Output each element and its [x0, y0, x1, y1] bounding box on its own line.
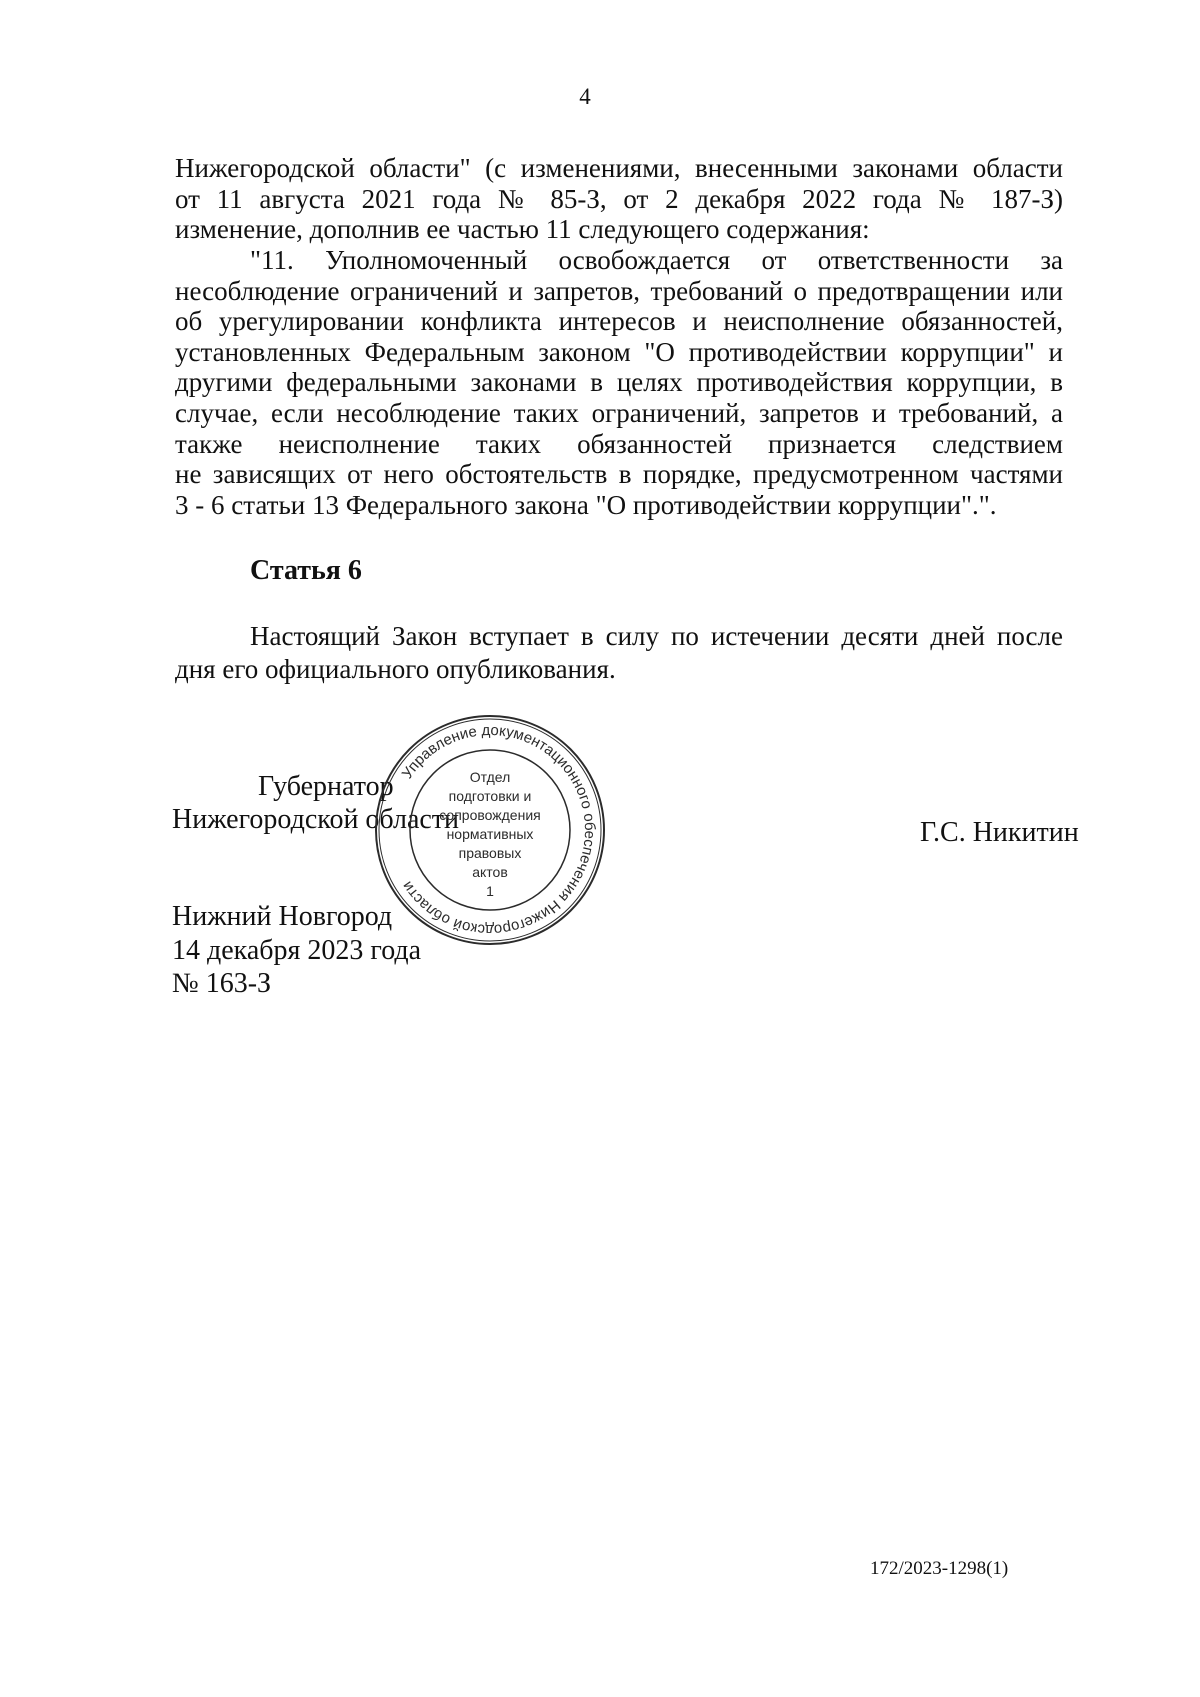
- part-11-line: "11. Уполномоченный освобождается от ответственности за: [250, 245, 1063, 275]
- part-11-line: не зависящих от него обстоятельств в порядке, предусмотренном частями: [175, 459, 1063, 490]
- stamp-inner-line: Отдел: [469, 769, 511, 785]
- intro-line: Нижегородской области" (с изменениями, внесенными законами области: [175, 153, 1063, 183]
- enactment-date: 14 декабря 2023 года: [172, 935, 422, 966]
- part-11-line: случае, если несоблюдение таких ограничений, запретов и требований, а: [175, 397, 1063, 428]
- part-11-line: другими федеральными законами в целях противодействия коррупции, в: [175, 367, 1063, 398]
- governor-title-line-1: Губернатор: [258, 771, 394, 802]
- part-11-line: несоблюдение ограничений и запретов, требований о предотвращении или: [175, 275, 1063, 306]
- article-6-line: Настоящий Закон вступает в силу по истечении десяти дней после: [250, 621, 1063, 651]
- governor-name: Г.С. Никитин: [920, 817, 1079, 848]
- stamp-inner-line: подготовки и: [448, 788, 532, 804]
- stamp-inner-line: актов: [472, 864, 508, 880]
- part-11-paragraph: [175, 245, 1063, 520]
- part-11-line: об урегулировании конфликта интересов и неисполнение обязанностей,: [175, 306, 1063, 337]
- part-11-line: 3 - 6 статьи 13 Федерального закона "О противодействии коррупции".".: [175, 489, 997, 520]
- article-6-line: дня его официального опубликования.: [175, 654, 616, 684]
- stamp-inner-line: правовых: [458, 845, 522, 861]
- stamp-inner-line: нормативных: [446, 826, 534, 842]
- official-stamp: [372, 712, 608, 948]
- stamp-inner-line: 1: [486, 883, 494, 899]
- governor-title-line-2: Нижегородской области: [172, 804, 460, 835]
- stamp-inner-line: сопровождения: [439, 807, 541, 823]
- stamp-outer-text: Управление документационного обеспечения Нижегородской области: [398, 721, 599, 939]
- article-6-paragraph: [175, 620, 1063, 686]
- document-reference: 172/2023-1298(1): [870, 1558, 1009, 1579]
- intro-line: от 11 августа 2021 года № 85-З, от 2 декабря 2022 года № 187-З): [175, 183, 1063, 214]
- intro-line: изменение, дополнив ее частью 11 следующего содержания:: [175, 214, 870, 245]
- enactment-number: № 163-З: [172, 968, 272, 999]
- part-11-line: также неисполнение таких обязанностей признается следствием: [175, 428, 1063, 459]
- article-6-heading: Статья 6: [250, 555, 362, 586]
- intro-paragraph: [175, 153, 1063, 245]
- page-number: 4: [579, 84, 591, 109]
- enactment-place: Нижний Новгород: [172, 901, 393, 932]
- part-11-line: установленных Федеральным законом "О противодействии коррупции" и: [175, 336, 1063, 367]
